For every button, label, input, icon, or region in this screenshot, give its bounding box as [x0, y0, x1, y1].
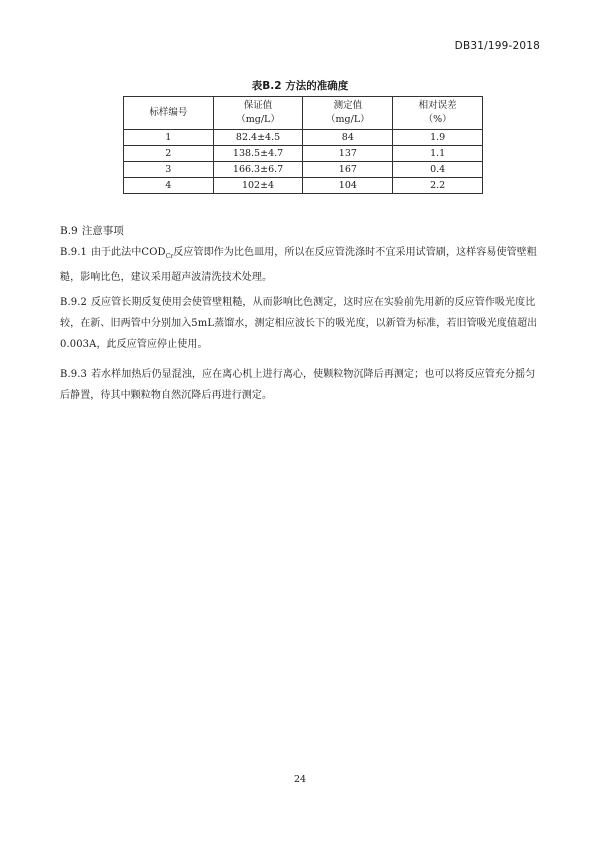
cell-error: 1.9 [393, 130, 483, 146]
header-relative-error: 相对误差 （%） [393, 97, 483, 130]
paragraph-text-start: 由于此法中COD [90, 247, 166, 258]
header-certified-value: 保证值 （mg/L） [213, 97, 303, 130]
cell-certified: 82.4±4.5 [213, 130, 303, 146]
cell-sample-id: 2 [124, 146, 214, 162]
accuracy-table [123, 96, 483, 194]
header-sample-id: 标样编号 [124, 97, 214, 130]
cell-certified: 102±4 [213, 178, 303, 194]
table-title: 表B.2 方法的准确度 [251, 80, 349, 92]
subscript-cr: Cr [165, 253, 174, 260]
paragraph-text-end: 反应管即作为比色皿用，所以在反应管洗涤时不宜采用试管刷，这样容易使管壁粗糙，影响比色，建议采用超声波清洗技术处理。 [60, 247, 537, 283]
table-row [124, 178, 483, 194]
paragraph-number: B.9.3 [60, 369, 87, 380]
page-number: 24 [293, 774, 307, 785]
paragraph-b-9-1 [60, 242, 540, 288]
paragraph-number: B.9.2 [60, 297, 87, 308]
cell-error: 2.2 [393, 178, 483, 194]
table-row [124, 130, 483, 146]
cell-certified: 138.5±4.7 [213, 146, 303, 162]
table-row [124, 162, 483, 178]
cell-error: 1.1 [393, 146, 483, 162]
cell-sample-id: 1 [124, 130, 214, 146]
section-heading [60, 223, 124, 238]
paragraph-text: 若水样加热后仍显混浊，应在离心机上进行离心，使颗粒物沉降后再测定；也可以将反应管充分摇匀后静置，待其中颗粒物自然沉降后再进行测定。 [60, 369, 536, 401]
cell-measured: 104 [303, 178, 393, 194]
paragraph-text: 反应管长期反复使用会使管壁粗糙，从而影响比色测定，这时应在实验前先用新的反应管作吸光度比较，在新、旧两管中分别加入5mL蒸馏水，测定相应波长下的吸光度，以新管为标准，若旧管吸光度值超出0.003A，此反应管应停止使用。 [60, 297, 538, 350]
paragraph-number: B.9.1 [60, 247, 87, 258]
cell-sample-id: 4 [124, 178, 214, 194]
cell-sample-id: 3 [124, 162, 214, 178]
cell-error: 0.4 [393, 162, 483, 178]
section-title: 注意事项 [81, 225, 124, 237]
paragraph-b-9-2 [60, 292, 540, 355]
paragraph-b-9-3 [60, 364, 540, 406]
section-number: B.9 [60, 225, 78, 237]
header-measured-value: 测定值 （mg/L） [303, 97, 393, 130]
cell-measured: 137 [303, 146, 393, 162]
table-row [124, 146, 483, 162]
cell-measured: 167 [303, 162, 393, 178]
cell-measured: 84 [303, 130, 393, 146]
table-header-row [124, 97, 483, 130]
document-code: DB31/199-2018 [454, 40, 540, 52]
cell-certified: 166.3±6.7 [213, 162, 303, 178]
